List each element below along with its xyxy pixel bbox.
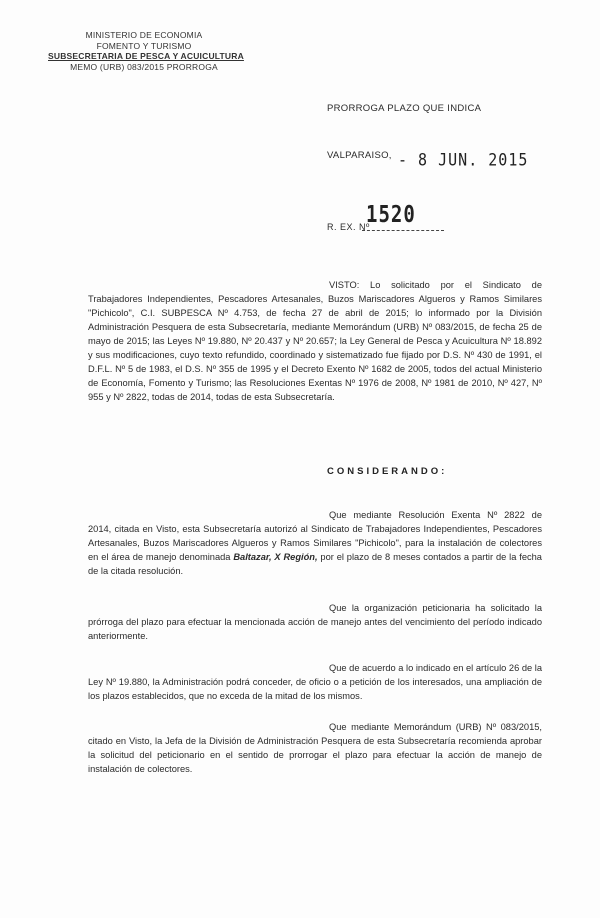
- letterhead: [48, 30, 244, 72]
- visto-paragraph: VISTO: Lo solicitado por el Sindicato de Trabajadores Independientes, Pescadores Artesanales, Buzos Mariscadores Algueros y Ramos Similares "Pichicolo", C.I. SUBPESCA Nº 4.753, de fecha 27 de abril de 2015; lo informado por la División Administración Pesquera de esta Subsecretaría, mediante Memorándum (URB) Nº 083/2015, de fecha 25 de mayo de 2015; las Leyes Nº 19.880, Nº 20.437 y Nº 20.657; la Ley General de Pesca y Acuicultura Nº 18.892 y sus modificaciones, cuyo texto refundido, coordinado y sistematizado fue fijado por D.S. Nº 430 de 1991, el D.F.L. Nº 5 de 1983, el D.S. Nº 355 de 1995 y el Decreto Exento Nº 1682 de 2005, todos del actual Ministerio de Economía, Fomento y Turismo; las Resoluciones Exentas Nº 1976 de 2008, Nº 1981 de 2010, Nº 427, Nº 955 y Nº 2822, todas de 2014, todas de esta Subsecretaría.: [88, 280, 542, 402]
- considerando-1-text-a: Que mediante Resolución Exenta Nº 2822 de 2014, citada en Visto, esta Subsecretaría autorizó al Sindicato de Trabajadores Independientes, Pescadores Artesanales, Buzos Mariscadores Algueros y Ramos Similares "Pichicolo", para la instalación de colectores en el área de manejo denominada: [88, 510, 542, 562]
- letterhead-ministry: MINISTERIO DE ECONOMIA: [85, 30, 203, 40]
- resolution-label: R. EX. Nº: [327, 222, 370, 232]
- document-place: VALPARAISO,: [327, 150, 392, 161]
- considerando-paragraph-4: Que mediante Memorándum (URB) Nº 083/2015, citado en Visto, la Jefa de la División de Administración Pesquera de esta Subsecretaría recomienda aprobar la solicitud del peticionario en el sentido de prorrogar el plazo para efectuar la acción de manejo de instalación de colectores.: [88, 722, 542, 774]
- considerando-1-text-b: por el plazo de 8 meses contados a partir de la fecha de la citada resolución.: [88, 552, 542, 576]
- considerando-1-area-name: Baltazar, X Región,: [233, 552, 318, 562]
- considerando-heading: CONSIDERANDO:: [327, 466, 448, 477]
- letterhead-memo-ref: MEMO (URB) 083/2015 PRORROGA: [70, 61, 218, 72]
- letterhead-subsecretaria: SUBSECRETARIA DE PESCA Y ACUICULTURA: [48, 51, 244, 61]
- considerando-paragraph-2: Que la organización peticionaria ha solicitado la prórroga del plazo para efectuar la mencionada acción de manejo antes del vencimiento del período indicado anteriormente.: [88, 603, 542, 641]
- document-subject: PRORROGA PLAZO QUE INDICA: [327, 103, 482, 114]
- resolution-number-line: [362, 230, 444, 231]
- date-stamp: - 8 JUN. 2015: [398, 149, 529, 171]
- considerando-paragraph-3: Que de acuerdo a lo indicado en el artículo 26 de la Ley Nº 19.880, la Administración podrá conceder, de oficio o a petición de los interesados, una ampliación de los plazos establecidos, que no exceda de la mitad de los mismos.: [88, 663, 542, 701]
- letterhead-ministry-sub: FOMENTO Y TURISMO: [96, 40, 192, 51]
- resolution-number-stamp: 1520: [366, 201, 416, 229]
- considerando-paragraph-1: [88, 508, 542, 578]
